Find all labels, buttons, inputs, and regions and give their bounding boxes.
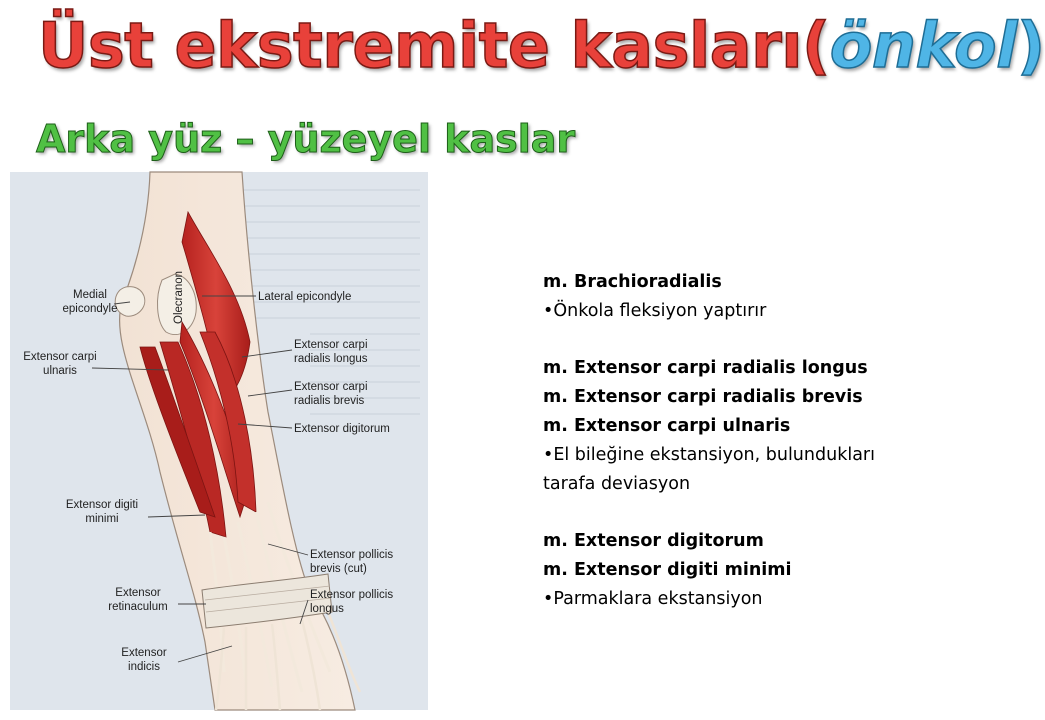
bullet-finger-extension: •Parmaklara ekstansiyon xyxy=(543,588,763,609)
label-ecrl-1: Extensor carpi xyxy=(294,339,368,351)
muscle-ecrb: m. Extensor carpi radialis brevis xyxy=(543,387,863,408)
label-extensor-digitorum: Extensor digitorum xyxy=(294,423,390,435)
label-ecrb-2: radialis brevis xyxy=(294,395,365,407)
label-medial-epicondyle-1: Medial xyxy=(73,289,107,301)
label-epl-2: longus xyxy=(310,603,344,615)
label-ecrb-1: Extensor carpi xyxy=(294,381,368,393)
bullet-forearm-flexion: •Önkola fleksiyon yaptırır xyxy=(543,300,767,321)
muscle-brachioradialis: m. Brachioradialis xyxy=(543,272,722,292)
label-lateral-epicondyle: Lateral epicondyle xyxy=(258,291,352,303)
slide-title xyxy=(38,6,1045,86)
spacer xyxy=(543,498,943,527)
label-extensor-indicis-1: Extensor xyxy=(121,647,167,659)
muscle-extensor-digitorum: m. Extensor digitorum xyxy=(543,531,764,552)
medial-epicondyle-bone xyxy=(115,287,145,317)
slide-subtitle: Arka yüz – yüzeyel kaslar xyxy=(36,117,576,161)
label-edm-2: minimi xyxy=(85,513,119,525)
bullet-wrist-extension-2: tarafa deviasyon xyxy=(543,473,691,494)
label-epl-1: Extensor pollicis xyxy=(310,589,394,601)
bullet-wrist-extension-1: •El bileğine ekstansiyon, bulundukları xyxy=(543,444,875,465)
label-olecranon: Olecranon xyxy=(173,270,185,324)
title-main: Üst ekstremite kasları( xyxy=(38,9,830,82)
label-medial-epicondyle-2: epicondyle xyxy=(62,303,118,315)
muscle-extensor-digiti-minimi: m. Extensor digiti minimi xyxy=(543,559,792,580)
label-epb-2: brevis (cut) xyxy=(310,563,367,575)
label-epb-1: Extensor pollicis xyxy=(310,549,394,561)
label-extensor-indicis-2: indicis xyxy=(128,661,160,673)
label-edm-1: Extensor digiti xyxy=(65,499,139,511)
forearm-illustration xyxy=(10,172,428,710)
muscle-ecrl: m. Extensor carpi radialis longus xyxy=(543,358,868,379)
label-ecrl-2: radialis longus xyxy=(294,353,368,365)
label-retinaculum-1: Extensor xyxy=(115,587,161,599)
notes-block xyxy=(543,268,943,614)
label-retinaculum-2: retinaculum xyxy=(108,601,168,613)
title-close: ) xyxy=(1016,9,1045,82)
label-ecu-1: Extensor carpi xyxy=(23,351,97,363)
muscle-ecu: m. Extensor carpi ulnaris xyxy=(543,415,791,436)
forearm-drawing xyxy=(10,172,428,710)
title-paren-word: önkol xyxy=(829,9,1017,82)
spacer xyxy=(543,326,943,355)
label-ecu-2: ulnaris xyxy=(43,365,77,377)
